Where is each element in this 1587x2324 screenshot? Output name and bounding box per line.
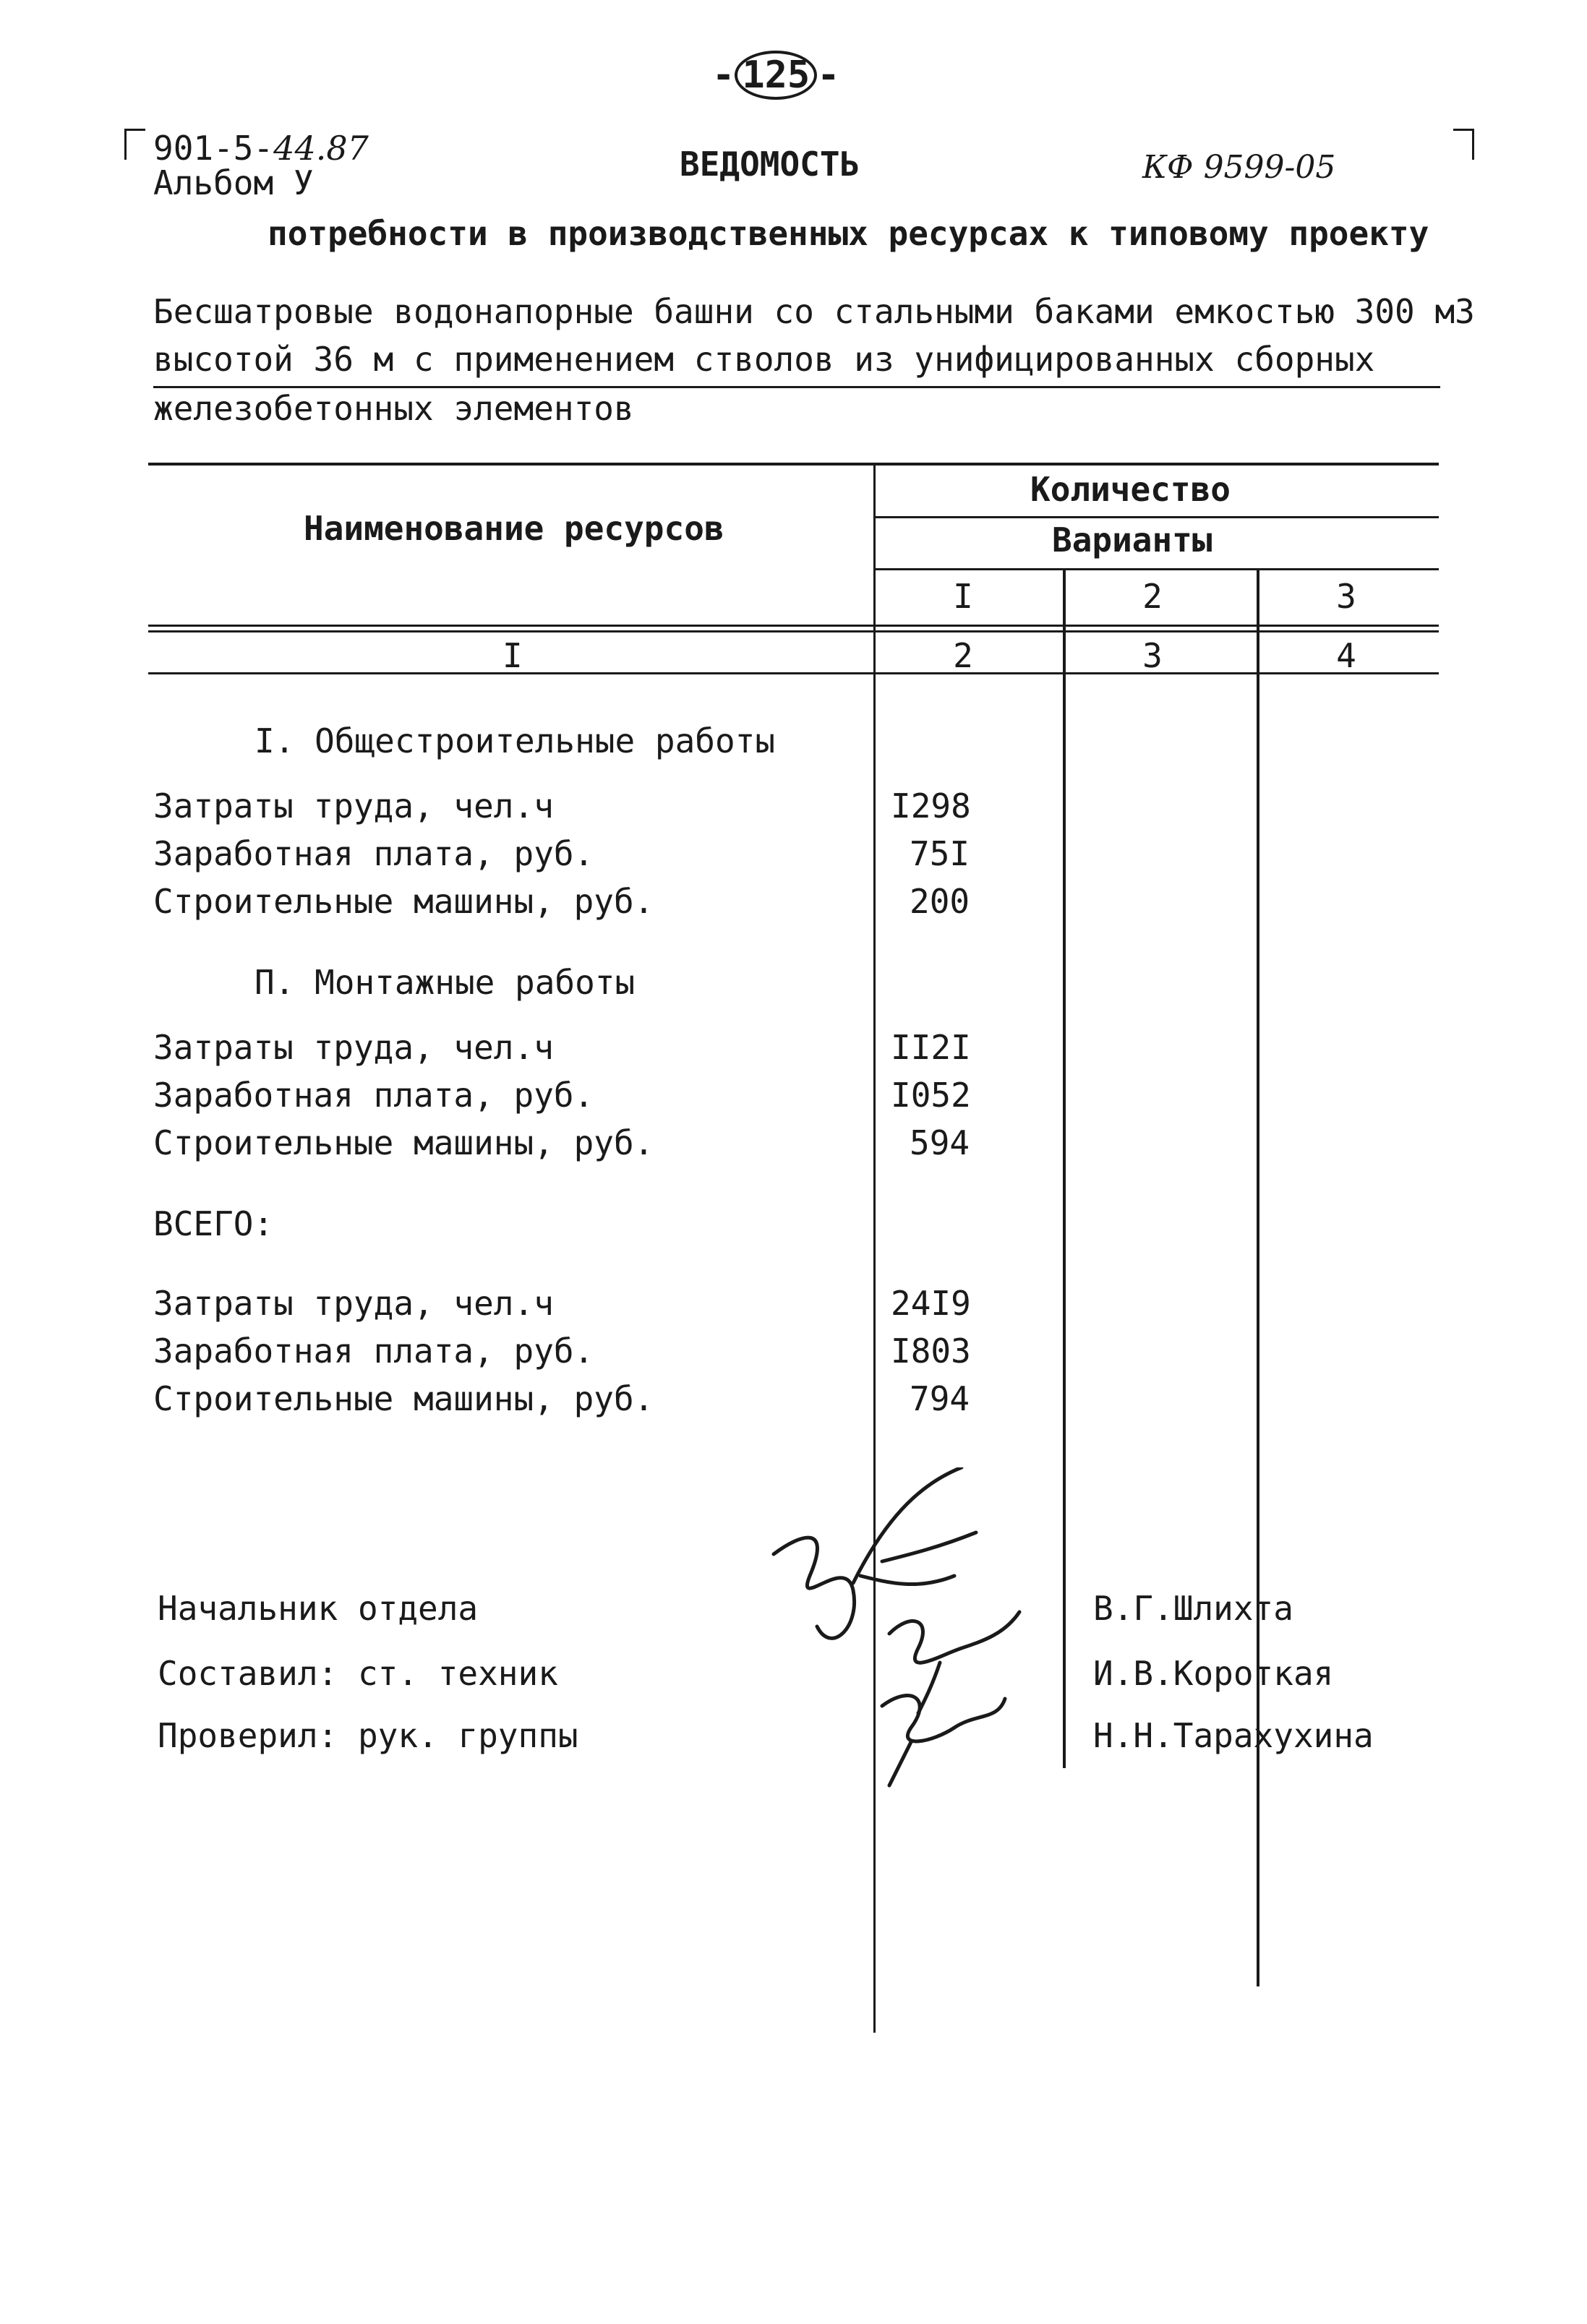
column-divider-2	[1063, 568, 1066, 1768]
page-number: - 125 -	[712, 51, 840, 100]
table-row-value: I052	[891, 1076, 971, 1115]
table-row-label: Заработная плата, руб.	[153, 834, 594, 873]
table-row-label: Заработная плата, руб.	[153, 1332, 594, 1371]
document-code: КФ 9599-05	[1142, 149, 1336, 186]
column-number-4: 4	[1336, 636, 1356, 675]
table-row-label: Затраты труда, чел.ч	[153, 1028, 554, 1067]
variants-header: Варианты	[1052, 520, 1212, 559]
project-description-line-1: Бесшатровые водонапорные башни со стальными баками емкостью 300 м3	[153, 292, 1475, 331]
table-row-value: 200	[910, 882, 970, 921]
variant-number-3: 3	[1336, 577, 1356, 616]
table-row-value: I803	[891, 1332, 971, 1371]
quantity-rule	[875, 516, 1439, 518]
table-row-value: I298	[891, 786, 971, 826]
table-row-label: Затраты труда, чел.ч	[153, 786, 554, 826]
table-top-rule	[148, 463, 1439, 466]
project-description-line-2: высотой 36 м с применением стволов из унифицированных сборных	[153, 340, 1375, 379]
header-bottom-rule-2	[148, 630, 1439, 633]
signature-name: Н.Н.Тарахухина	[1093, 1716, 1374, 1755]
header-bottom-rule-1	[148, 625, 1439, 627]
table-row-value: 794	[910, 1379, 970, 1418]
corner-bracket-left	[124, 129, 145, 160]
table-row-label: Строительные машины, руб.	[153, 1379, 654, 1418]
column-number-2: 2	[953, 636, 973, 675]
table-row-label: Заработная плата, руб.	[153, 1076, 594, 1115]
resource-name-header: Наименование ресурсов	[304, 509, 724, 548]
column-number-3: 3	[1142, 636, 1163, 675]
variants-rule	[875, 568, 1439, 570]
document-title: ВЕДОМОСТЬ	[680, 145, 860, 184]
album-label: Альбом У	[153, 163, 314, 202]
signature-name: И.В.Короткая	[1093, 1654, 1334, 1693]
page-number-circle: 125	[735, 51, 817, 100]
section-title: ВСЕГО:	[153, 1204, 274, 1243]
column-number-1: I	[502, 636, 523, 675]
section-title: П. Монтажные работы	[254, 963, 636, 1002]
document-subtitle: потребности в производственных ресурсах к типовому проекту	[268, 214, 1429, 253]
table-row-value: II2I	[891, 1028, 971, 1067]
table-row-value: 75I	[910, 834, 970, 873]
column-divider-3	[1257, 568, 1259, 1986]
table-row-value: 594	[910, 1123, 970, 1162]
series-number: 901-5-44.87	[153, 129, 369, 168]
table-row-label: Затраты труда, чел.ч	[153, 1284, 554, 1323]
signature-role: Составил: ст. техник	[158, 1654, 558, 1693]
table-row-value: 24I9	[891, 1284, 971, 1323]
variant-number-1: I	[953, 577, 973, 616]
column-number-rule	[148, 672, 1439, 674]
table-row-label: Строительные машины, руб.	[153, 1123, 654, 1162]
section-title: I. Общестроительные работы	[254, 721, 776, 760]
quantity-header: Количество	[1030, 470, 1231, 509]
signature-name: В.Г.Шлихта	[1093, 1589, 1293, 1628]
signature-role: Проверил: рук. группы	[158, 1716, 578, 1755]
table-row-label: Строительные машины, руб.	[153, 882, 654, 921]
corner-bracket-right	[1453, 129, 1474, 160]
project-description-line-3: железобетонных элементов	[153, 389, 634, 428]
signature-role: Начальник отдела	[158, 1589, 479, 1628]
description-underline	[153, 386, 1440, 388]
handwritten-signatures	[745, 1467, 1048, 1800]
variant-number-2: 2	[1142, 577, 1163, 616]
